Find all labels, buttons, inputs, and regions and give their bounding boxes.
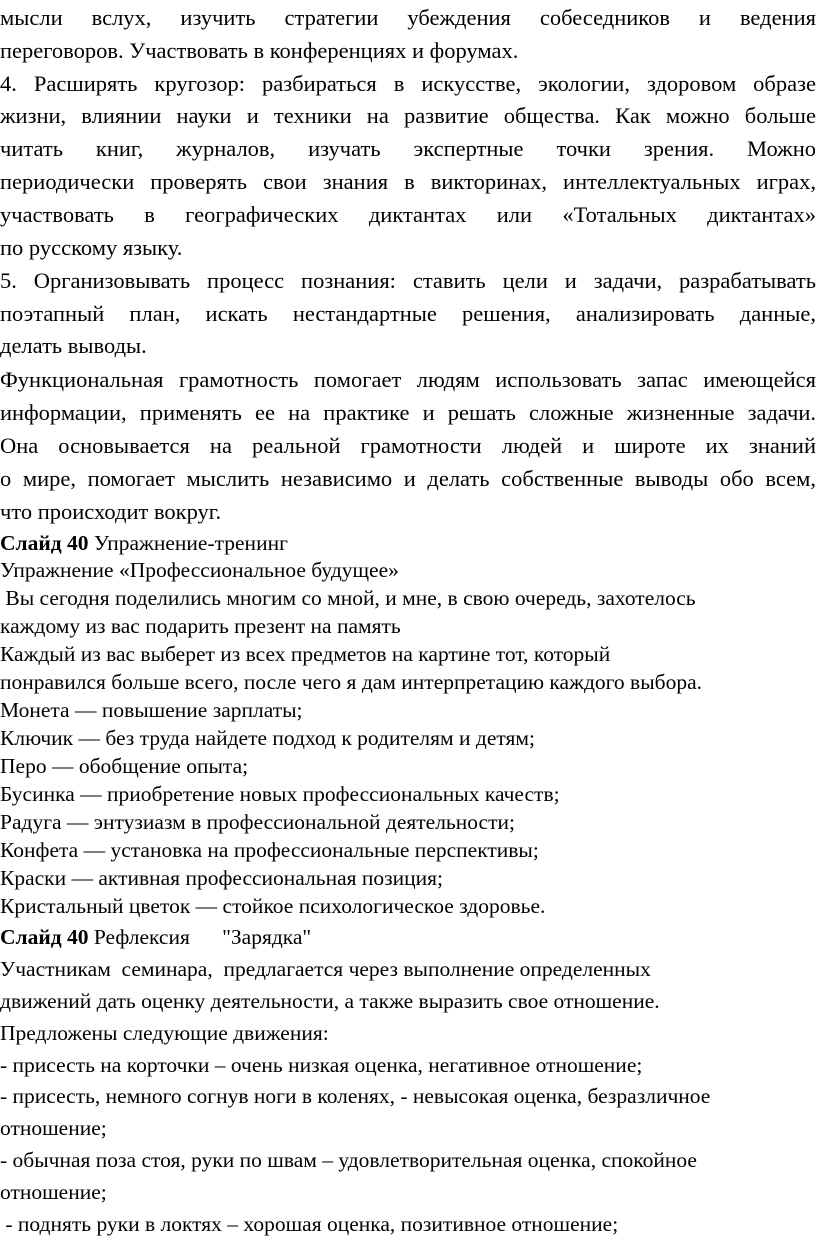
paragraph-line: 4. Расширять кругозор: разбираться в искусстве, экологии, здоровом образе: [0, 71, 816, 96]
paragraph-line: понравился больше всего, после чего я дам интерпретацию каждого выбора.: [0, 670, 703, 694]
slide-label: Слайд 40: [0, 531, 89, 555]
list-item: Монета — повышение зарплаты;: [0, 698, 303, 722]
paragraph-line: периодически проверять свои знания в викторинах, интеллектуальных играх,: [0, 169, 816, 194]
paragraph-line: о мире, помогает мыслить независимо и делать собственные выводы обо всем,: [0, 466, 816, 491]
list-item: Кристальный цветок — стойкое психологическое здоровье.: [0, 894, 546, 918]
paragraph-line: отношение;: [0, 1116, 107, 1140]
paragraph-line: Каждый из вас выберет из всех предметов на картине тот, который: [0, 642, 611, 666]
paragraph-line: мысли вслух, изучить стратегии убеждения собеседников и ведения: [0, 5, 816, 30]
paragraph-line: Вы сегодня поделились многим со мной, и мне, в свою очередь, захотелось: [0, 586, 696, 610]
slide-label: Слайд 40: [0, 925, 89, 949]
paragraph-line: читать книг, журналов, изучать экспертные точки зрения. Можно: [0, 136, 816, 161]
paragraph-line: делать выводы.: [0, 333, 147, 358]
paragraph-line: каждому из вас подарить презент на память: [0, 614, 401, 638]
list-item: Радуга — энтузиазм в профессиональной деятельности;: [0, 810, 515, 834]
paragraph-line: жизни, влиянии науки и техники на развитие общества. Как можно больше: [0, 103, 816, 128]
paragraph-line: по русскому языку.: [0, 235, 183, 260]
exercise-title: Упражнение «Профессиональное будущее»: [0, 558, 399, 582]
paragraph-line: Она основывается на реальной грамотности людей и широте их знаний: [0, 433, 816, 458]
paragraph-line: 5. Организовывать процесс познания: ставить цели и задачи, разрабатывать: [0, 268, 816, 293]
paragraph-line: переговоров. Участвовать в конференциях и форумах.: [0, 38, 519, 63]
list-item: Ключик — без труда найдете подход к родителям и детям;: [0, 726, 535, 750]
list-item: Краски — активная профессиональная позиция;: [0, 866, 444, 890]
list-item: Бусинка — приобретение новых профессиональных качеств;: [0, 782, 560, 806]
list-item: Перо — обобщение опыта;: [0, 754, 249, 778]
slide-heading: [0, 528, 816, 558]
paragraph-line: что происходит вокруг.: [0, 499, 222, 524]
list-item: - поднять руки в локтях – хорошая оценка, позитивное отношение;: [0, 1212, 619, 1236]
paragraph-line: участвовать в географических диктантах или «Тотальных диктантах»: [0, 202, 816, 227]
slide-heading: [0, 922, 816, 952]
paragraph-line: отношение;: [0, 1180, 107, 1204]
paragraph-line: Функциональная грамотность помогает людям использовать запас имеющейся: [0, 367, 816, 392]
list-item: - присесть, немного согнув ноги в коленях, - невысокая оценка, безразличное: [0, 1084, 711, 1108]
paragraph-line: информации, применять ее на практике и решать сложные жизненные задачи.: [0, 400, 816, 425]
list-item: - присесть на корточки – очень низкая оценка, негативное отношение;: [0, 1053, 643, 1077]
paragraph-line: движений дать оценку деятельности, а также выразить свое отношение.: [0, 989, 660, 1013]
paragraph-line: поэтапный план, искать нестандартные решения, анализировать данные,: [0, 301, 816, 326]
list-item: - обычная поза стоя, руки по швам – удовлетворительная оценка, спокойное: [0, 1148, 697, 1172]
paragraph-line: Предложены следующие движения:: [0, 1021, 329, 1045]
list-item: Конфета — установка на профессиональные перспективы;: [0, 838, 539, 862]
paragraph-line: Участникам семинара, предлагается через выполнение определенных: [0, 957, 651, 981]
slide-title: Упражнение-тренинг: [88, 531, 288, 555]
slide-title: Рефлексия "Зарядка": [88, 925, 312, 949]
